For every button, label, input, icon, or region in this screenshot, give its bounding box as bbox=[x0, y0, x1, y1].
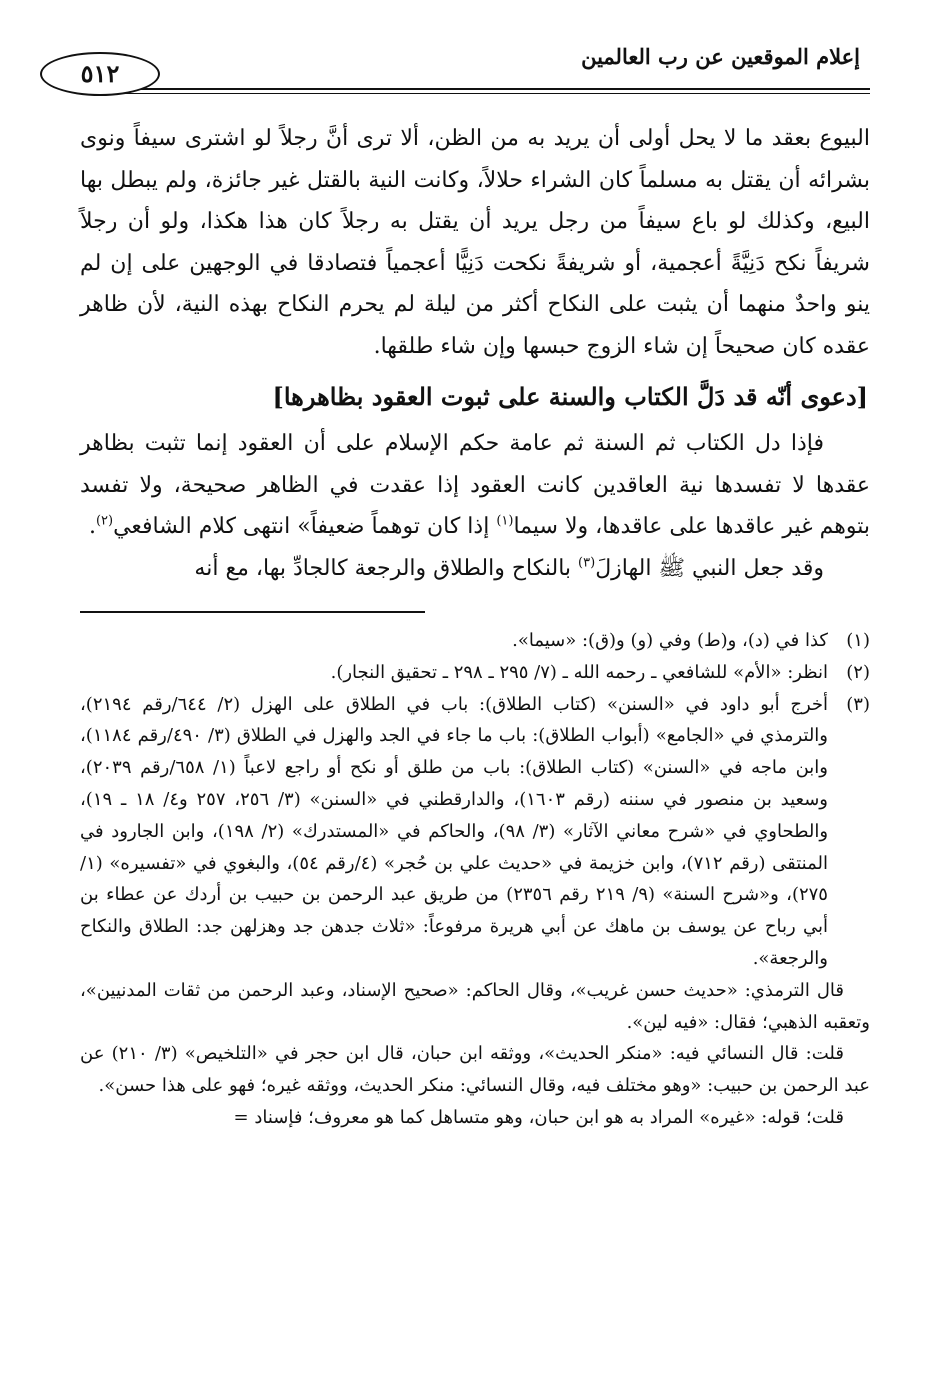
footnotes bbox=[80, 625, 870, 1134]
paragraph-1: البيوع بعقد ما لا يحل أولى أن يريد به من الظن، ألا ترى أنَّ رجلاً لو اشترى سيفاً ونوى بشرائه أن يقتل به مسلماً كان الشراء حلالاً، وكانت النية بالقتل غير جائزة، ولم يبطل بها البيع، وكذلك لو باع سيفاً من رجل يريد أن يقتل به رجلاً كان هذا هكذا، ولو أن رجلاً شريفاً نكح دَنِيَّةً أعجمية، أو شريفةً نكحت دَنِيًّا أعجمياً فتصادقا في الوجهين على إن لم ينو واحدٌ منهما أن يثبت على النكاح أكثر من ليلة لم يحرم النكاح بهذه النية، لأن ظاهر عقده كان صحيحاً إن شاء الزوج حبسها وإن شاء طلقها. bbox=[80, 126, 870, 359]
footnote-3 bbox=[80, 689, 870, 975]
paragraph-3 bbox=[80, 548, 870, 590]
footnote-divider bbox=[80, 611, 425, 613]
paragraph-2-part-c: . bbox=[88, 514, 96, 539]
footnote-2-number: (٢) bbox=[846, 661, 870, 683]
section-heading: [دعوى أنّه قد دَلَّ الكتاب والسنة على ثبوت العقود بظاهرها] bbox=[272, 382, 868, 411]
footnote-1-number: (١) bbox=[846, 630, 870, 651]
book-title: إعلام الموقعين عن رب العالمين bbox=[581, 44, 860, 69]
footnote-3-paragraph-3: قلت: قال النسائي فيه: «منكر الحديث»، ووثقه ابن حبان، قال ابن حجر في «التلخيص» (٣/ ٢١٠) عن عبد الرحمن بن حبيب: «وهو مختلف فيه، وقال النسائي: منكر الحديث، ووثقه غيره؛ فهو على هذا حسن». bbox=[80, 1043, 870, 1097]
paragraph-2-part-a: فإذا دل الكتاب ثم السنة ثم عامة حكم الإسلام على أن العقود إنما تثبت بظاهر عقدها لا تفسدها نية العاقدين كانت العقود إذا عقدت في الظاهر صحيحة، ولا تفسد بتوهم غير عاقدها على عاقدها، ولا سيما bbox=[80, 431, 870, 539]
footnote-ref-3[interactable]: (٣) bbox=[578, 555, 596, 571]
paragraph-3-part-a: وقد جعل النبي ﷺ الهازلَ bbox=[595, 555, 824, 581]
page-number: ٥١٢ bbox=[40, 52, 160, 96]
main-text bbox=[80, 118, 870, 589]
footnote-3-number: (٣) bbox=[846, 693, 870, 715]
paragraph-2 bbox=[80, 423, 870, 548]
footnote-1-text: كذا في (د)، و(ط) وفي (و) و(ق): «سيما». bbox=[512, 630, 828, 651]
footnote-2 bbox=[80, 657, 870, 689]
footnote-ref-1[interactable]: (١) bbox=[496, 513, 514, 529]
running-header bbox=[80, 30, 870, 90]
footnote-3-paragraph-2: قال الترمذي: «حديث حسن غريب»، وقال الحاكم: «صحيح الإسناد، وعبد الرحمن من ثقات المدنيين»، وتعقبه الذهبي؛ فقال: «فيه لين». bbox=[80, 979, 870, 1033]
footnote-ref-2[interactable]: (٢) bbox=[95, 513, 114, 529]
footnote-3-paragraph-4: قلت؛ قوله: «غيره» المراد به هو ابن حبان، وهو متساهل كما هو معروف؛ فإسناد = bbox=[233, 1106, 844, 1128]
paragraph-3-part-b: بالنكاح والطلاق والرجعة كالجادِّ بها، مع أنه bbox=[194, 555, 579, 581]
paragraph-2-part-b: إذا كان توهماً ضعيفاً» انتهى كلام الشافعي bbox=[113, 514, 497, 539]
footnote-1 bbox=[80, 625, 870, 657]
footnote-3-text: أخرج أبو داود في «السنن» (كتاب الطلاق): باب في الطلاق على الهزل (٢/ ٦٤٤/رقم ٢١٩٤)، والترمذي في «الجامع» (أبواب الطلاق): باب ما جاء في الجد والهزل في الطلاق (٣/ ٤٩٠/رقم ١١٨٤)، وابن ماجه في «السنن» (كتاب الطلاق): باب من طلق أو نكح أو راجع لاعباً (١/ ٦٥٨/رقم ٢٠٣٩)، وسعيد بن منصور في سننه (رقم ١٦٠٣)، والدارقطني في «السنن» (٣/ ٢٥٦، ٢٥٧ و٤/ ١٨ ـ ١٩)، والطحاوي في «شرح معاني الآثار» (٣/ ٩٨)، والحاكم في «المستدرك» (٢/ ١٩٨)، وابن الجارود في المنتقى (رقم ٧١٢)، وابن خزيمة في «حديث علي بن حُجر» (٤/رقم ٥٤)، والبغوي في «تفسيره» (١/ ٢٧٥)، و«شرح السنة» (٩/ ٢١٩ رقم ٢٣٥٦) من طريق عبد الرحمن بن حبيب بن أردك عن عطاء بن أبي رباح عن يوسف بن ماهك عن أبي هريرة مرفوعاً: «ثلاث جدهن جد وهزلهن جد: الطلاق والنكاح والرجعة». bbox=[80, 693, 829, 969]
footnote-2-text: انظر: «الأم» للشافعي ـ رحمه الله ـ (٧/ ٢٩٥ ـ ٢٩٨ ـ تحقيق النجار). bbox=[330, 661, 828, 683]
book-page bbox=[80, 30, 870, 1134]
